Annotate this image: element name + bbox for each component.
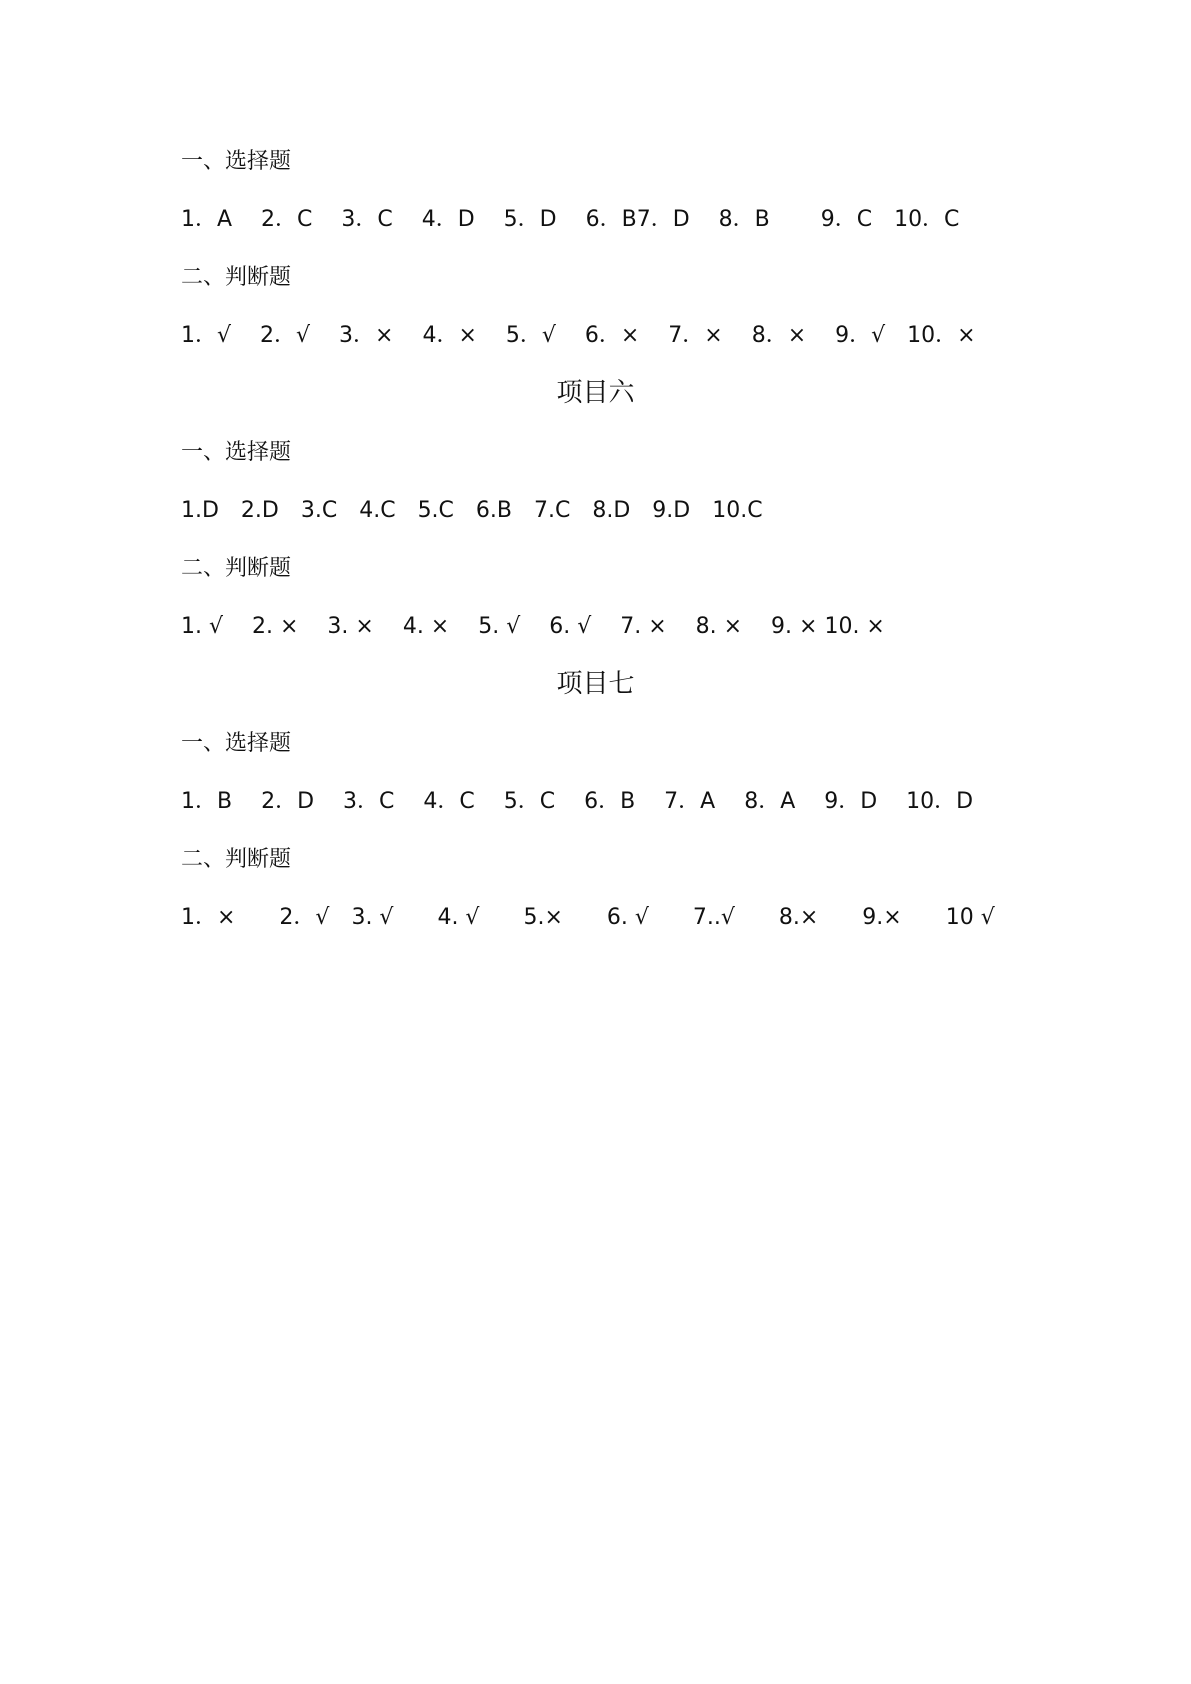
section-2-choice-answers: 1.D 2.D 3.C 4.C 5.C 6.B 7.C 8.D 9.D 10.C xyxy=(181,498,763,523)
section-2-judge-answers: 1. √ 2. × 3. × 4. × 5. √ 6. √ 7. × 8. × 9. × 10. × xyxy=(181,614,885,639)
section-1-choice-answers: 1．A 2．C 3．C 4．D 5．D 6．B7．D 8．B 9．C 10．C xyxy=(181,207,960,232)
section-3-choice-heading: 一、选择题 xyxy=(181,731,292,756)
section-3-choice-answers: 1．B 2．D 3．C 4．C 5．C 6．B 7．A 8．A 9．D 10．D xyxy=(181,789,974,814)
section-3-judge-heading: 二、判断题 xyxy=(181,847,292,872)
section-3-judge-answers: 1．× 2．√ 3. √ 4. √ 5.× 6. √ 7..√ 8.× 9.× 10 √ xyxy=(181,905,995,930)
section-2-choice-heading: 一、选择题 xyxy=(181,440,292,465)
section-2-judge-heading: 二、判断题 xyxy=(181,556,292,581)
section-1-judge-heading: 二、判断题 xyxy=(181,265,292,290)
section-1-judge-answers: 1．√ 2．√ 3．× 4．× 5．√ 6．× 7．× 8．× 9．√ 10．× xyxy=(181,323,976,348)
section-2-title: 项目六 xyxy=(556,378,635,408)
section-1-choice-heading: 一、选择题 xyxy=(181,149,292,174)
section-3-title: 项目七 xyxy=(556,669,635,699)
